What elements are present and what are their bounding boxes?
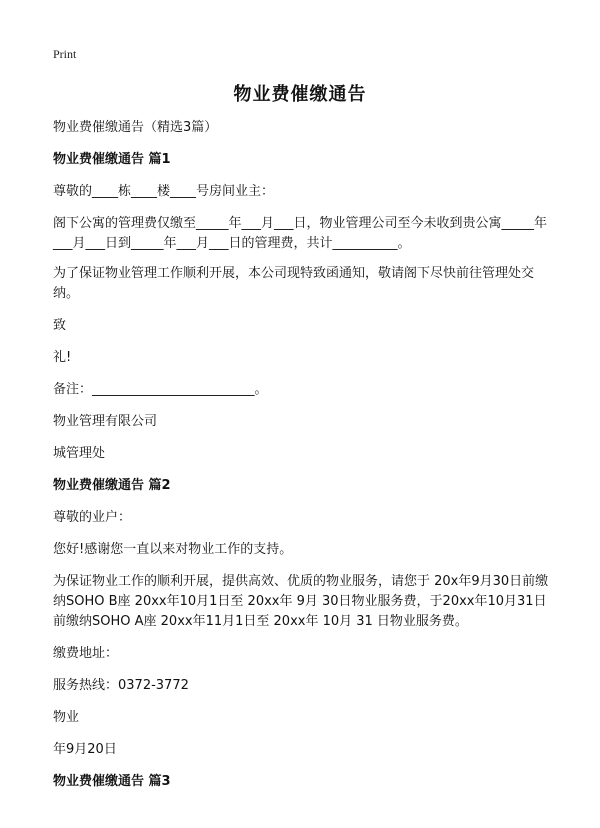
article-2-hotline: 服务热线：0372-3772 [53, 678, 189, 693]
article-1-closing-1: 致 [53, 318, 67, 333]
article-1-closing-2: 礼! [53, 350, 72, 365]
document-title: 物业费催缴通告 [233, 84, 367, 105]
print-label: Print [53, 47, 77, 61]
article-1-remark: 备注：_________________________。 [53, 382, 268, 397]
article-1-signature-company: 物业管理有限公司 [53, 414, 158, 429]
article-2-body: 为保证物业工作的顺利开展，提供高效、优质的物业服务，请您于 20x年9月30日前缴纳SOHO B座 20xx年10月1日至 20xx年 9月 30日物业服务费，于20xx年10月31日前缴纳SOHO A座 20xx年11月1日至 20xx年 10月 31 日物业服务费。 [53, 574, 549, 629]
article-1-salutation: 尊敬的____栋____楼____号房间业主： [53, 184, 275, 199]
article-1-signature-office: 城管理处 [53, 446, 106, 461]
document-subtitle: 物业费催缴通告（精选3篇） [53, 120, 218, 135]
article-3-heading: 物业费催缴通告 篇3 [53, 774, 171, 789]
article-1-body-2: 为了保证物业管理工作顺利开展，本公司现特致函通知，敬请阁下尽快前往管理处交纳。 [53, 266, 535, 301]
document-body [53, 118, 553, 804]
article-2-salutation: 尊敬的业户： [53, 510, 132, 525]
article-2-signature: 物业 [53, 710, 80, 725]
article-1-body-1: 阁下公寓的管理费仅缴至_____年___月___日，物业管理公司至今未收到贵公寓_____年___月___日到_____年___月___日的管理费，共计__________。 [53, 216, 548, 251]
article-2-greeting: 您好!感谢您一直以来对物业工作的支持。 [53, 542, 293, 557]
article-2-date: 年9月20日 [53, 742, 117, 757]
article-2-address: 缴费地址： [53, 646, 119, 661]
article-2-heading: 物业费催缴通告 篇2 [53, 478, 171, 493]
article-1-heading: 物业费催缴通告 篇1 [53, 152, 171, 167]
